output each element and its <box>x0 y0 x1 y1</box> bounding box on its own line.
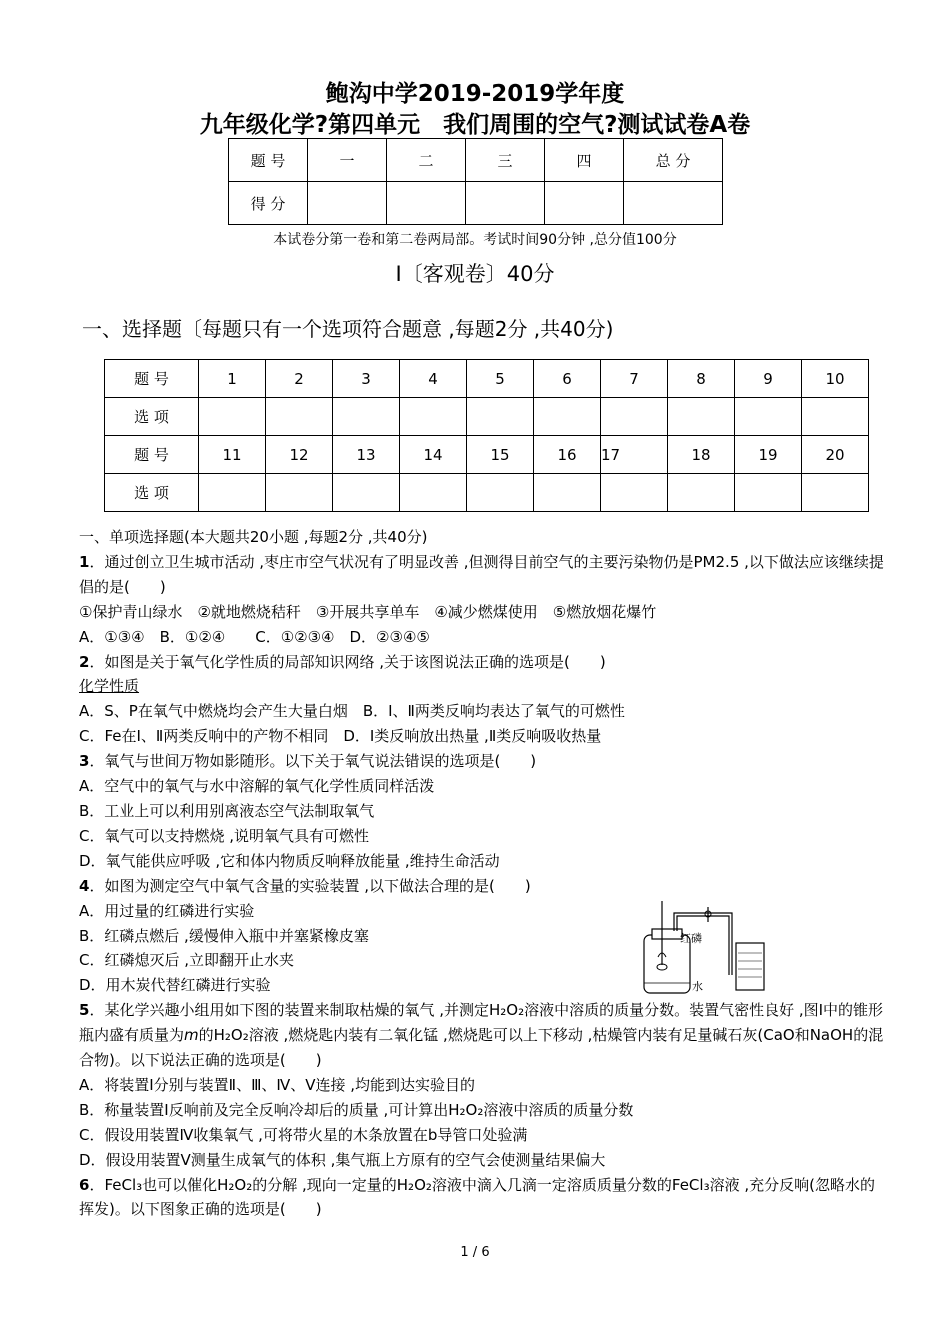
score-cell <box>624 182 723 225</box>
answer-choice-row <box>105 474 869 512</box>
answer-number-cell: 3 <box>333 360 400 398</box>
score-row-label: 得 分 <box>229 182 308 225</box>
option-b: B．红磷点燃后 ,缓慢伸入瓶中并塞紧橡皮塞 <box>79 926 369 945</box>
choice-heading: 一、选择题〔每题只有一个选项符合题意 ,每题2分 ,共40分) <box>82 317 614 341</box>
answer-number-cell: 11 <box>199 436 266 474</box>
answer-number-cell: 10 <box>802 360 869 398</box>
label-red-phosphorus: 红磷 <box>680 932 702 945</box>
question-1 <box>70 550 885 600</box>
answer-number-cell: 1 <box>199 360 266 398</box>
answer-blank-cell <box>199 474 266 512</box>
score-cell <box>466 182 545 225</box>
question-text: 的H₂O₂溶液 ,燃烧匙内装有二氧化锰 ,燃烧匙可以上下移动 ,枯燥管内装有足量碱石灰(CaO和NaOH的混合物)。以下说法正确的选项是( ) <box>79 1026 884 1070</box>
score-header-cell: 三 <box>466 139 545 182</box>
answer-number-cell: 14 <box>400 436 467 474</box>
answer-number-cell: 5 <box>467 360 534 398</box>
answer-blank-cell <box>400 398 467 436</box>
question-items: ①保护青山绿水 ②就地燃烧秸秆 ③开展共享单车 ④减少燃煤使用 ⑤燃放烟花爆竹 <box>79 602 657 621</box>
answer-blank-cell <box>534 398 601 436</box>
question-number: 2 <box>79 652 90 671</box>
answer-blank-cell <box>668 474 735 512</box>
answer-blank-cell <box>802 474 869 512</box>
page-number: 1 / 6 <box>460 1245 490 1260</box>
question-text: ．氧气与世间万物如影随形。以下关于氧气说法错误的选项是( ) <box>89 752 537 771</box>
answer-blank-cell <box>601 398 668 436</box>
answer-choice-row <box>105 398 869 436</box>
score-cell <box>308 182 387 225</box>
question-options: A．①③④ B．①②④ C．①②③④ D．②③④⑤ <box>79 627 430 646</box>
answer-blank-cell <box>333 398 400 436</box>
title-line-2: 九年级化学?第四单元 我们周围的空气?测试试卷A卷 <box>199 112 751 138</box>
option-a: A．用过量的红磷进行实验 <box>79 901 255 920</box>
answer-number-row <box>105 436 869 474</box>
answer-blank-cell <box>400 474 467 512</box>
answer-number-cell: 19 <box>735 436 802 474</box>
section-title: Ⅰ〔客观卷〕40分 <box>395 262 555 286</box>
answer-number-cell: 6 <box>534 360 601 398</box>
answer-number-cell: 13 <box>333 436 400 474</box>
answer-row-label: 题 号 <box>105 360 199 398</box>
question-number: 4 <box>79 876 90 895</box>
variable-m: m <box>184 1026 199 1045</box>
question-2 <box>70 650 885 675</box>
answer-blank-cell <box>735 398 802 436</box>
question-number: 1 <box>79 552 90 571</box>
answer-blank-cell <box>467 398 534 436</box>
answer-row-label: 题 号 <box>105 436 199 474</box>
answer-number-cell: 15 <box>467 436 534 474</box>
answer-blank-cell <box>802 398 869 436</box>
answer-table <box>104 359 869 512</box>
figure-label-text: 化学性质 <box>79 677 140 696</box>
option-d: D．假设用装置Ⅴ测量生成氧气的体积 ,集气瓶上方原有的空气会使测量结果偏大 <box>79 1150 606 1169</box>
question-6 <box>70 1173 885 1223</box>
answer-row-label: 选 项 <box>105 398 199 436</box>
questions-body <box>70 525 885 1222</box>
option-d: D．氧气能供应呼吸 ,它和体内物质反响释放能量 ,维持生命活动 <box>79 851 500 870</box>
label-water: 水 <box>692 980 703 993</box>
beaker <box>736 943 764 990</box>
answer-blank-cell <box>601 474 668 512</box>
question-text: ．如图为测定空气中氧气含量的实验装置 ,以下做法合理的是( ) <box>89 876 531 895</box>
option-b: B．称量装置Ⅰ反响前及完全反响冷却后的质量 ,可计算出H₂O₂溶液中溶质的质量分数 <box>79 1100 634 1119</box>
score-table <box>228 138 723 225</box>
question-number: 3 <box>79 752 90 771</box>
answer-number-cell: 4 <box>400 360 467 398</box>
question-text: ．某化学兴趣小组用如下图的装置来制取枯燥的氧气 ,并测定H₂O₂溶液中溶质的质量分数。装置气密性良好 ,图Ⅰ中的锥形瓶内盛有质量为 <box>79 1001 884 1045</box>
answer-number-cell: 2 <box>266 360 333 398</box>
answer-blank-cell <box>266 474 333 512</box>
answer-number-cell: 20 <box>802 436 869 474</box>
score-table-header-row <box>229 139 723 182</box>
question-text: ．如图是关于氧气化学性质的局部知识网络 ,关于该图说法正确的选项是( ) <box>89 652 606 671</box>
option-d: D．用木炭代替红磷进行实验 <box>79 976 271 995</box>
option-a: A．空气中的氧气与水中溶解的氧气化学性质同样活泼 <box>79 777 435 796</box>
question-text: ．FeCl₃也可以催化H₂O₂的分解 ,现向一定量的H₂O₂溶液中滴入几滴一定溶质质量分数的FeCl₃溶液 ,充分反响(忽略水的挥发)。以下图象正确的选项是( ) <box>79 1175 875 1219</box>
score-header-cell: 题 号 <box>229 139 308 182</box>
answer-blank-cell <box>534 474 601 512</box>
answer-blank-cell <box>333 474 400 512</box>
answer-number-cell: 7 <box>601 360 668 398</box>
answer-number-row <box>105 360 869 398</box>
score-cell <box>545 182 624 225</box>
question-number: 5 <box>79 1001 90 1020</box>
score-header-cell: 二 <box>387 139 466 182</box>
question-options: A．S、P在氧气中燃烧均会产生大量白烟 B．Ⅰ、Ⅱ两类反响均表达了氧气的可燃性 <box>79 702 625 721</box>
option-a: A．将装置Ⅰ分别与装置Ⅱ、Ⅲ、Ⅳ、Ⅴ连接 ,均能到达实验目的 <box>79 1075 476 1094</box>
figure-label <box>70 674 885 699</box>
answer-number-cell: 12 <box>266 436 333 474</box>
answer-number-cell: 18 <box>668 436 735 474</box>
answer-blank-cell <box>467 474 534 512</box>
question-5 <box>70 998 885 1073</box>
question-number: 6 <box>79 1175 90 1194</box>
answer-blank-cell <box>735 474 802 512</box>
score-header-cell: 总 分 <box>624 139 723 182</box>
answer-number-cell: 17 <box>601 436 668 474</box>
answer-row-label: 选 项 <box>105 474 199 512</box>
answer-number-cell: 8 <box>668 360 735 398</box>
answer-blank-cell <box>668 398 735 436</box>
score-table-score-row <box>229 182 723 225</box>
answer-blank-cell <box>199 398 266 436</box>
score-header-cell: 一 <box>308 139 387 182</box>
answer-number-cell: 16 <box>534 436 601 474</box>
score-header-cell: 四 <box>545 139 624 182</box>
questions-heading: 一、单项选择题(本大题共20小题 ,每题2分 ,共40分) <box>79 528 428 546</box>
answer-number-cell: 9 <box>735 360 802 398</box>
connecting-tube-inner <box>677 916 729 975</box>
question-text: ．通过创立卫生城市活动 ,枣庄市空气状况有了明显改善 ,但测得目前空气的主要污染物仍是PM2.5 ,以下做法应该继续提倡的是( ) <box>79 552 884 596</box>
question-3 <box>70 749 885 774</box>
option-c: C．红磷熄灭后 ,立即翻开止水夹 <box>79 951 295 970</box>
option-c: C．假设用装置Ⅳ收集氧气 ,可将带火星的木条放置在b导管口处验满 <box>79 1125 528 1144</box>
title-line-1: 鲍沟中学2019-2019学年度 <box>325 81 625 107</box>
exam-note: 本试卷分第一卷和第二卷两局部。考试时间90分钟 ,总分值100分 <box>273 232 677 248</box>
answer-blank-cell <box>266 398 333 436</box>
score-cell <box>387 182 466 225</box>
option-c: C．氧气可以支持燃烧 ,说明氧气具有可燃性 <box>79 826 370 845</box>
question-options: C．Fe在Ⅰ、Ⅱ两类反响中的产物不相同 D．Ⅰ类反响放出热量 ,Ⅱ类反响吸收热量 <box>79 727 602 746</box>
option-b: B．工业上可以利用别离液态空气法制取氧气 <box>79 801 375 820</box>
oxygen-apparatus-figure <box>638 895 798 1000</box>
